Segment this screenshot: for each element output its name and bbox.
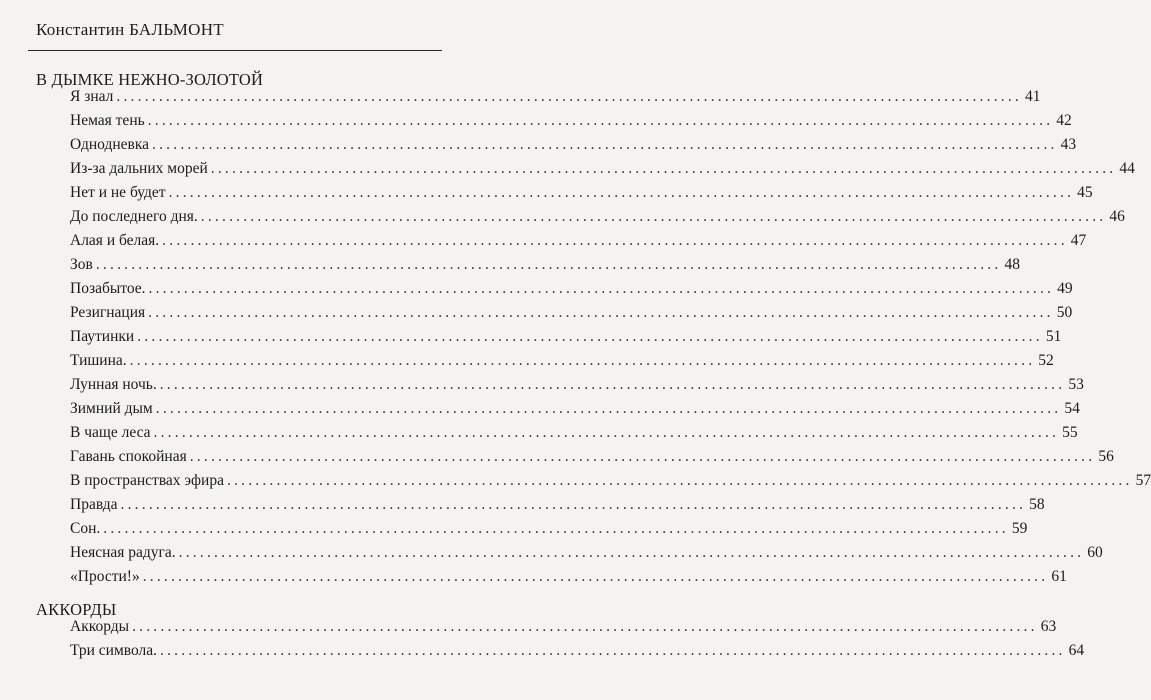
toc-entry: Неясная радуга. ................................................................................................................................ 60: [70, 544, 1103, 561]
toc-entry: В пространствах эфира ................................................................................................................................ 57: [70, 472, 1151, 489]
toc-entry: Резигнация ................................................................................................................................ 50: [70, 304, 1073, 321]
toc-entry: Из-за дальних морей ................................................................................................................................ 44: [70, 160, 1135, 177]
section-title-2: АККОРДЫ: [36, 600, 117, 619]
header-rule: [28, 50, 442, 51]
toc-entry: Позабытое. ................................................................................................................................ 49: [70, 280, 1073, 297]
toc-entry: В чаще леса ................................................................................................................................ 55: [70, 424, 1078, 441]
toc-entry: Сон. ................................................................................................................................ 59: [70, 520, 1028, 537]
toc-entry: Зов ................................................................................................................................ 48: [70, 256, 1020, 273]
toc-entry: Три символа. ................................................................................................................................ 64: [70, 642, 1085, 659]
toc-entry: Зимний дым ................................................................................................................................ 54: [70, 400, 1080, 417]
toc-entry: Тишина. ................................................................................................................................ 52: [70, 352, 1054, 369]
toc-entry: Аккорды ................................................................................................................................ 63: [70, 618, 1057, 635]
toc-entry: Нет и не будет ................................................................................................................................ 45: [70, 184, 1093, 201]
toc-entry: Однодневка ................................................................................................................................ 43: [70, 136, 1077, 153]
running-header-author: Константин БАЛЬМОНТ: [36, 20, 224, 39]
toc-entry: Гавань спокойная ................................................................................................................................ 56: [70, 448, 1114, 465]
toc-entry: Правда ................................................................................................................................ 58: [70, 496, 1045, 513]
toc-entry: До последнего дня. ................................................................................................................................ 46: [70, 208, 1125, 225]
toc-entry: Паутинки ................................................................................................................................ 51: [70, 328, 1062, 345]
toc-entry: Немая тень ................................................................................................................................ 42: [70, 112, 1072, 129]
toc-entry: Алая и белая. ................................................................................................................................ 47: [70, 232, 1087, 249]
section-title-1: В ДЫМКЕ НЕЖНО-ЗОЛОТОЙ: [36, 70, 264, 89]
toc-entry: Лунная ночь. ................................................................................................................................ 53: [70, 376, 1084, 393]
toc-entry: Я знал ................................................................................................................................ 41: [70, 88, 1041, 105]
toc-entry: «Прости!» ................................................................................................................................ 61: [70, 568, 1067, 585]
